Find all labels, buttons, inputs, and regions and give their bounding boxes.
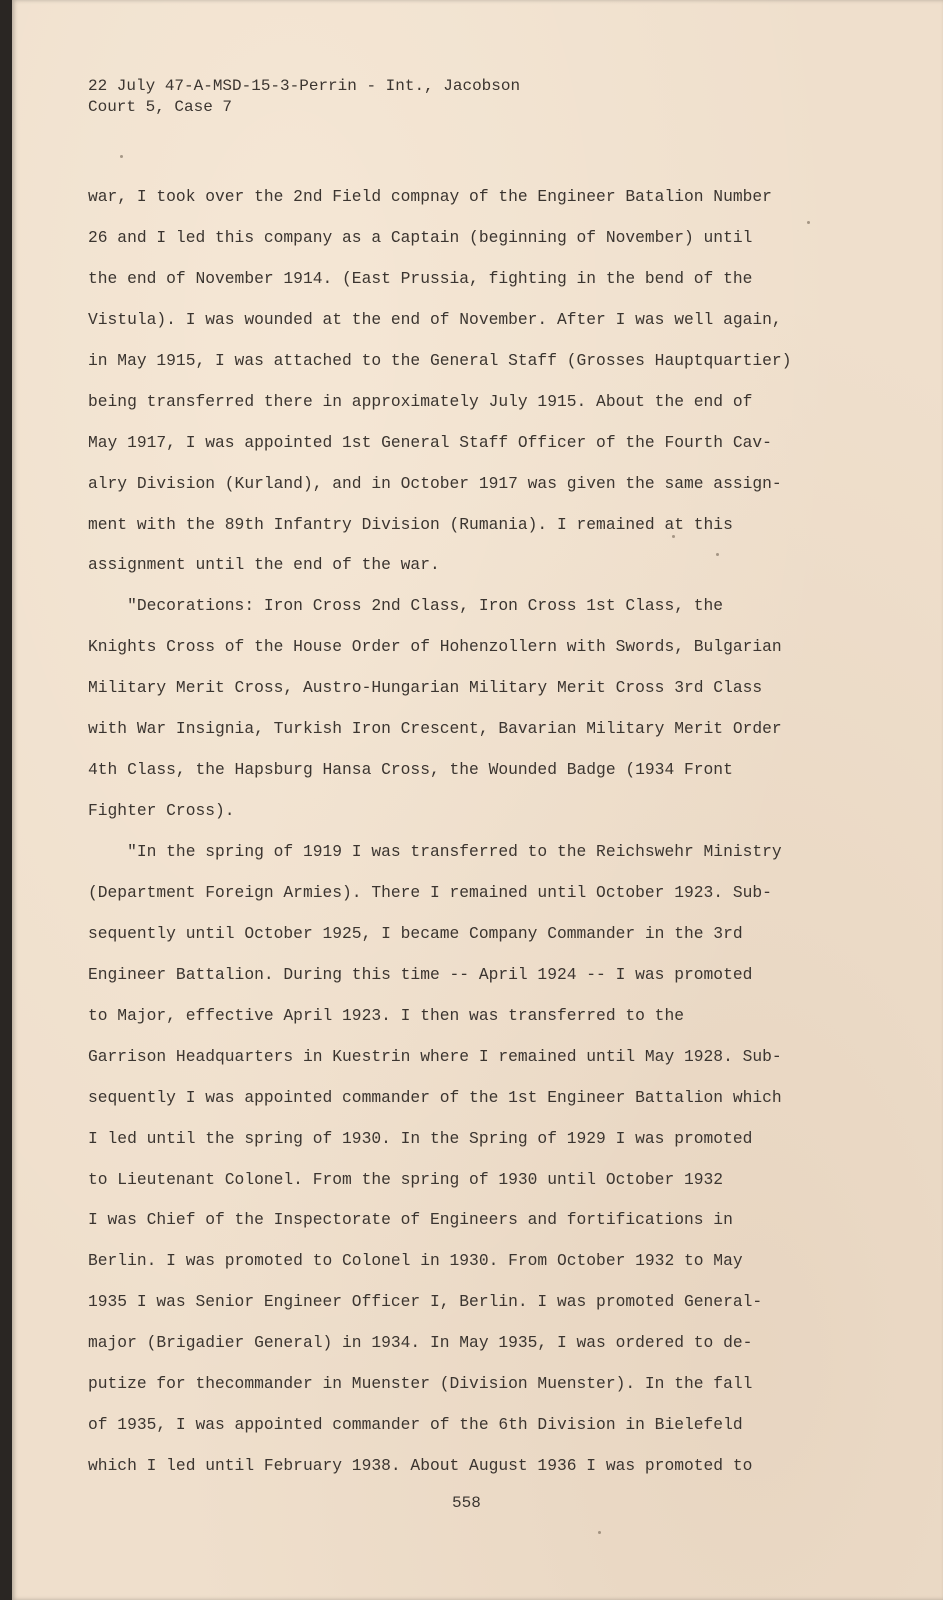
- text-line: 26 and I led this company as a Captain (beginning of November) until: [88, 227, 753, 247]
- text-line: the end of November 1914. (East Prussia, fighting in the bend of the: [88, 268, 753, 288]
- header-court-line: Court 5, Case 7: [88, 98, 233, 116]
- paper-speck: [716, 553, 719, 556]
- text-line: putize for thecommander in Muenster (Division Muenster). In the fall: [88, 1374, 753, 1394]
- paper-speck: [672, 535, 675, 538]
- text-line: with War Insignia, Turkish Iron Crescent, Bavarian Military Merit Order: [88, 719, 782, 739]
- text-line: "Decorations: Iron Cross 2nd Class, Iron Cross 1st Class, the: [88, 596, 724, 616]
- text-line: assignment until the end of the war.: [88, 555, 440, 575]
- text-line: (Department Foreign Armies). There I remained until October 1923. Sub-: [88, 882, 772, 902]
- text-line: to Major, effective April 1923. I then was transferred to the: [88, 1005, 684, 1025]
- page-number: 558: [452, 1494, 481, 1512]
- text-line: of 1935, I was appointed commander of the 6th Division in Bielefeld: [88, 1415, 743, 1435]
- text-line: to Lieutenant Colonel. From the spring of 1930 until October 1932: [88, 1169, 724, 1189]
- text-line: which I led until February 1938. About August 1936 I was promoted to: [88, 1456, 753, 1476]
- paper-speck: [807, 221, 810, 224]
- text-line: I was Chief of the Inspectorate of Engineers and fortifications in: [88, 1210, 733, 1230]
- testimony-body: [88, 177, 858, 1487]
- text-line: 4th Class, the Hapsburg Hansa Cross, the Wounded Badge (1934 Front: [88, 760, 733, 780]
- document-header: [88, 76, 520, 118]
- text-line: I led until the spring of 1930. In the Spring of 1929 I was promoted: [88, 1128, 753, 1148]
- document-page: [12, 0, 943, 1600]
- paper-speck: [120, 155, 123, 158]
- text-line: Garrison Headquarters in Kuestrin where I remained until May 1928. Sub-: [88, 1046, 782, 1066]
- text-line: sequently until October 1925, I became Company Commander in the 3rd: [88, 923, 743, 943]
- text-line: Fighter Cross).: [88, 801, 235, 821]
- text-line: 1935 I was Senior Engineer Officer I, Berlin. I was promoted General-: [88, 1292, 763, 1312]
- paper-speck: [598, 1531, 601, 1534]
- text-line: war, I took over the 2nd Field compnay of the Engineer Batalion Number: [88, 187, 772, 206]
- text-line: major (Brigadier General) in 1934. In May 1935, I was ordered to de-: [88, 1333, 753, 1353]
- text-line: Berlin. I was promoted to Colonel in 1930. From October 1932 to May: [88, 1251, 743, 1271]
- text-line: Military Merit Cross, Austro-Hungarian Military Merit Cross 3rd Class: [88, 678, 763, 698]
- text-line: alry Division (Kurland), and in October 1917 was given the same assign-: [88, 473, 782, 493]
- text-line: May 1917, I was appointed 1st General Staff Officer of the Fourth Cav-: [88, 432, 772, 452]
- header-reference-line: 22 July 47-A-MSD-15-3-Perrin - Int., Jacobson: [88, 77, 521, 95]
- text-line: Vistula). I was wounded at the end of November. After I was well again,: [88, 309, 782, 329]
- text-line: Engineer Battalion. During this time -- April 1924 -- I was promoted: [88, 964, 753, 984]
- text-line: sequently I was appointed commander of the 1st Engineer Battalion which: [88, 1087, 782, 1107]
- text-line: being transferred there in approximately July 1915. About the end of: [88, 391, 753, 411]
- text-line: in May 1915, I was attached to the General Staff (Grosses Hauptquartier): [88, 350, 792, 370]
- text-line: "In the spring of 1919 I was transferred to the Reichswehr Ministry: [88, 842, 782, 861]
- text-line: ment with the 89th Infantry Division (Rumania). I remained at this: [88, 514, 733, 534]
- text-line: Knights Cross of the House Order of Hohenzollern with Swords, Bulgarian: [88, 637, 782, 657]
